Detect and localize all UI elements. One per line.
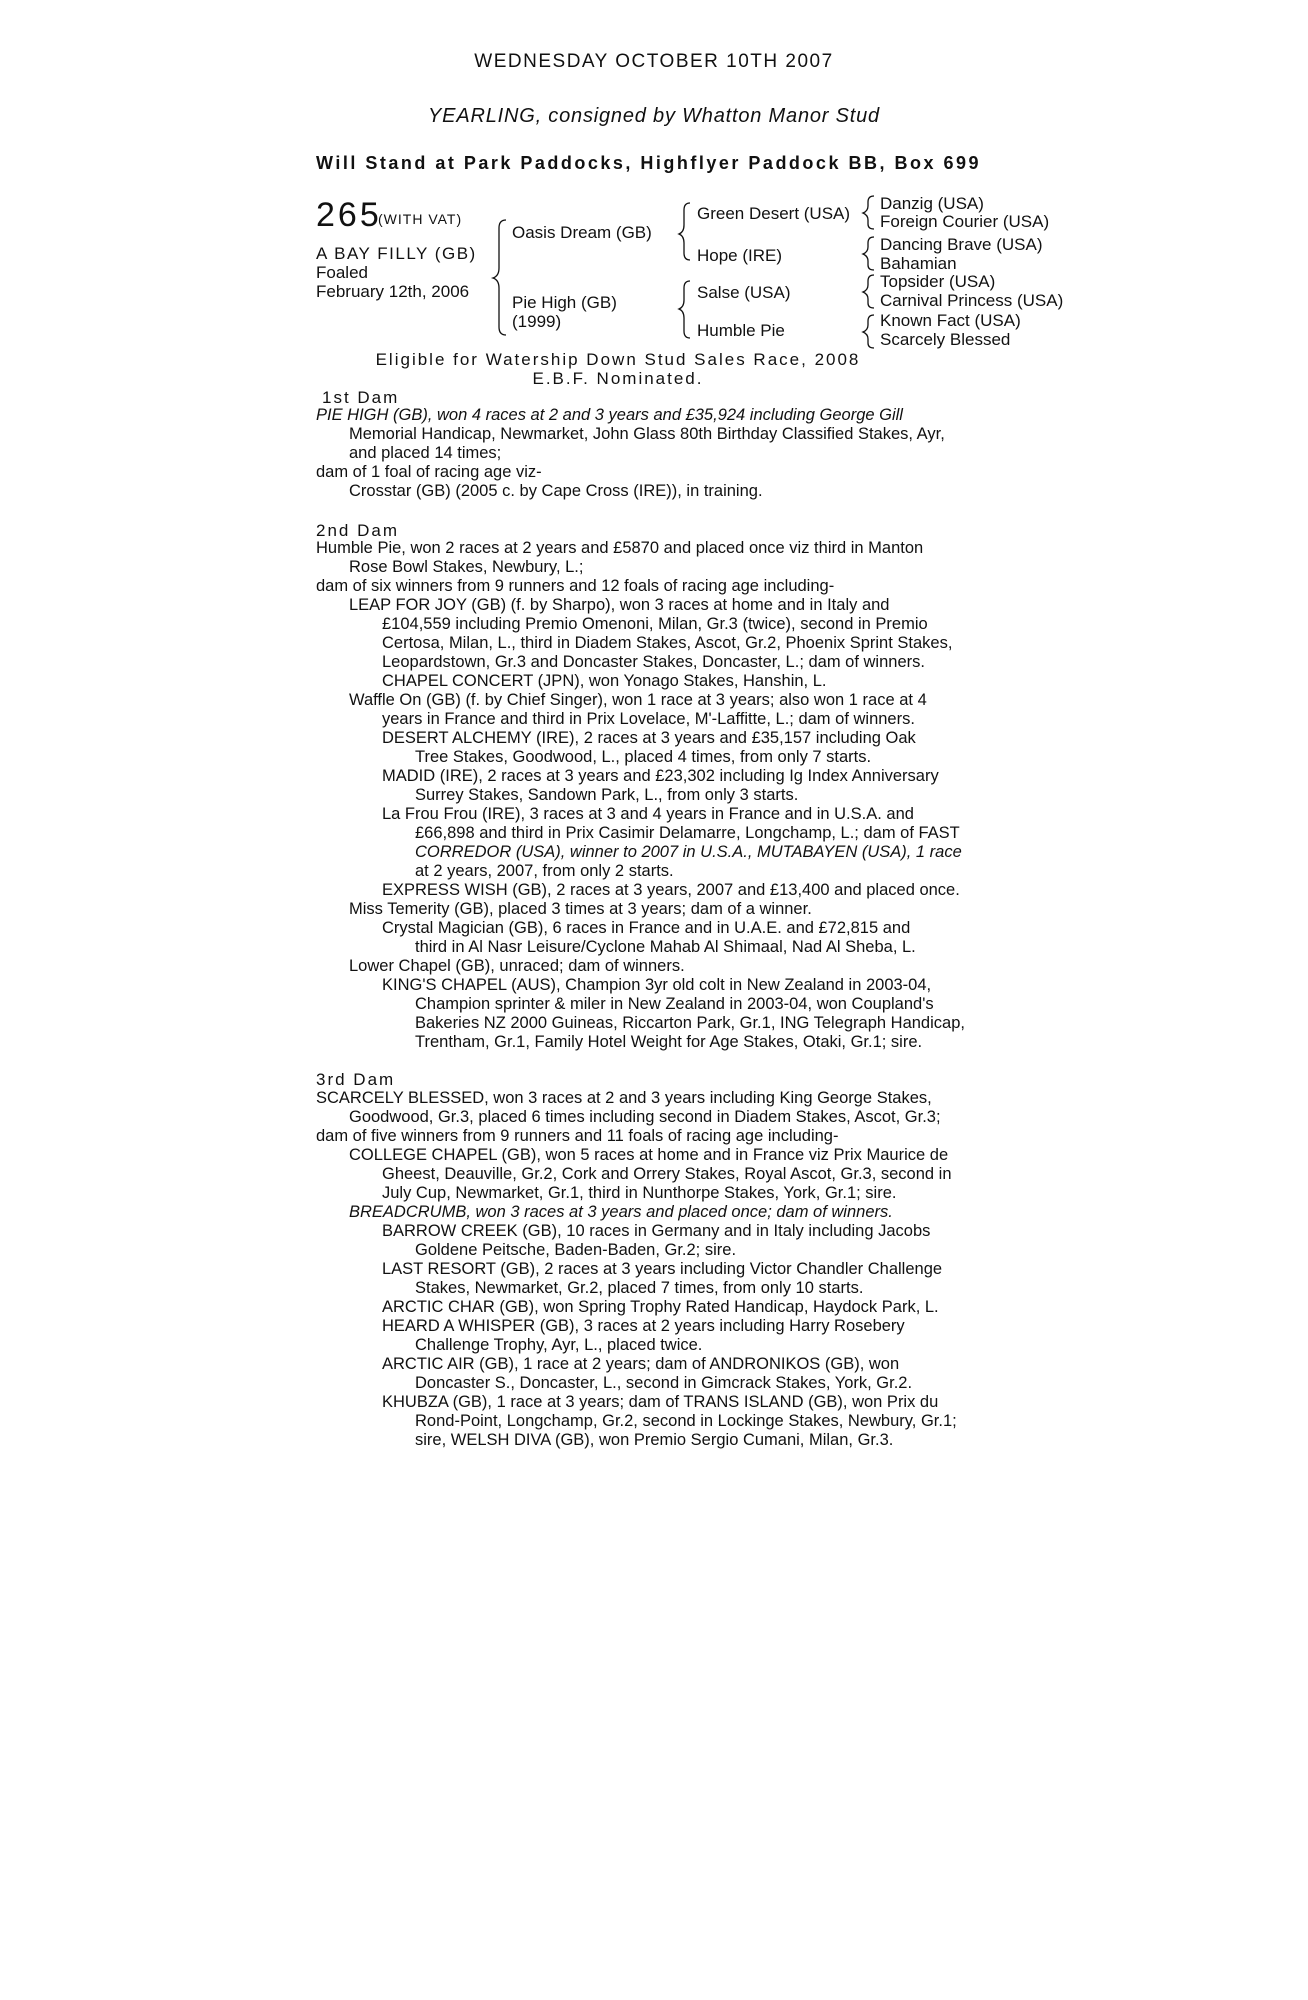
second-dam-section <box>316 539 1016 1052</box>
ebf-nominated: E.B.F. Nominated. <box>532 369 704 388</box>
third-dam-line: Challenge Trophy, Ayr, L., placed twice. <box>415 1336 703 1354</box>
third-dam-line: KHUBZA (GB), 1 race at 3 years; dam of TRANS ISLAND (GB), won Prix du <box>382 1393 939 1411</box>
pedigree-braces <box>0 0 1308 360</box>
third-dam-line: SCARCELY BLESSED, won 3 races at 2 and 3 years including King George Stakes, <box>316 1089 932 1107</box>
dam-year: (1999) <box>512 312 562 331</box>
third-dam-line: Goldene Peitsche, Baden-Baden, Gr.2; sire. <box>415 1241 737 1259</box>
ancestor-1: Danzig (USA) <box>880 194 984 213</box>
ancestor-8: Scarcely Blessed <box>880 330 1011 349</box>
second-dam-line: CORREDOR (USA), winner to 2007 in U.S.A., MUTABAYEN (USA), 1 race <box>415 843 962 861</box>
second-dam-line: Crystal Magician (GB), 6 races in France and in U.A.E. and £72,815 and <box>382 919 911 937</box>
second-dam-line: Tree Stakes, Goodwood, L., placed 4 times, from only 7 starts. <box>415 748 872 766</box>
third-dam-line: ARCTIC CHAR (GB), won Spring Trophy Rated Handicap, Haydock Park, L. <box>382 1298 939 1316</box>
sire-dam-name: Hope (IRE) <box>697 246 783 265</box>
lot-description: A BAY FILLY (GB) <box>316 244 477 263</box>
third-dam-heading: 3rd Dam <box>316 1070 396 1089</box>
second-dam-line: Miss Temerity (GB), placed 3 times at 3 years; dam of a winner. <box>349 900 812 918</box>
sire-sire-name: Green Desert (USA) <box>697 204 851 223</box>
first-dam-line: Crosstar (GB) (2005 c. by Cape Cross (IRE)), in training. <box>349 482 763 500</box>
second-dam-line: Leopardstown, Gr.3 and Doncaster Stakes, Doncaster, L.; dam of winners. <box>382 653 925 671</box>
third-dam-line: July Cup, Newmarket, Gr.1, third in Nunthorpe Stakes, York, Gr.1; sire. <box>382 1184 897 1202</box>
vat-note: (WITH VAT) <box>378 211 463 227</box>
second-dam-heading: 2nd Dam <box>316 521 399 540</box>
dam-sire-name: Salse (USA) <box>697 283 791 302</box>
second-dam-line: years in France and third in Prix Lovelace, M'-Laffitte, L.; dam of winners. <box>382 710 915 728</box>
first-dam-section <box>316 406 1016 501</box>
ancestor-3: Dancing Brave (USA) <box>880 235 1043 254</box>
ancestor-5: Topsider (USA) <box>880 272 996 291</box>
third-dam-line: Gheest, Deauville, Gr.2, Cork and Orrery Stakes, Royal Ascot, Gr.3, second in <box>382 1165 952 1183</box>
third-dam-line: Stakes, Newmarket, Gr.2, placed 7 times, from only 10 starts. <box>415 1279 864 1297</box>
third-dam-line: dam of five winners from 9 runners and 11 foals of racing age including- <box>316 1127 839 1145</box>
location-line: Will Stand at Park Paddocks, Highflyer Paddock BB, Box 699 <box>316 153 981 173</box>
third-dam-line: ARCTIC AIR (GB), 1 race at 2 years; dam of ANDRONIKOS (GB), won <box>382 1355 900 1373</box>
second-dam-line: £104,559 including Premio Omenoni, Milan, Gr.3 (twice), second in Premio <box>382 615 928 633</box>
second-dam-line: EXPRESS WISH (GB), 2 races at 3 years, 2007 and £13,400 and placed once. <box>382 881 960 899</box>
second-dam-line: third in Al Nasr Leisure/Cyclone Mahab Al Shimaal, Nad Al Sheba, L. <box>415 938 916 956</box>
second-dam-line: DESERT ALCHEMY (IRE), 2 races at 3 years and £35,157 including Oak <box>382 729 916 747</box>
sale-date: WEDNESDAY OCTOBER 10TH 2007 <box>474 51 834 72</box>
foaled-date: February 12th, 2006 <box>316 282 470 301</box>
third-dam-line: BREADCRUMB, won 3 races at 3 years and placed once; dam of winners. <box>349 1203 893 1221</box>
third-dam-line: Rond-Point, Longchamp, Gr.2, second in Lockinge Stakes, Newbury, Gr.1; <box>415 1412 957 1430</box>
second-dam-line: Surrey Stakes, Sandown Park, L., from only 3 starts. <box>415 786 799 804</box>
third-dam-line: LAST RESORT (GB), 2 races at 3 years including Victor Chandler Challenge <box>382 1260 943 1278</box>
lot-number: 265 <box>316 196 382 234</box>
second-dam-line: Trentham, Gr.1, Family Hotel Weight for Age Stakes, Otaki, Gr.1; sire. <box>415 1033 923 1051</box>
second-dam-line: Waffle On (GB) (f. by Chief Singer), won 1 race at 3 years; also won 1 race at 4 <box>349 691 927 709</box>
dam-name: Pie High (GB) <box>512 293 617 312</box>
ancestor-6: Carnival Princess (USA) <box>880 291 1064 310</box>
ancestor-4: Bahamian <box>880 254 957 273</box>
consignment-line: YEARLING, consigned by Whatton Manor Stud <box>428 105 880 127</box>
ancestor-2: Foreign Courier (USA) <box>880 212 1050 231</box>
second-dam-line: £66,898 and third in Prix Casimir Delamarre, Longchamp, L.; dam of FAST <box>415 824 960 842</box>
eligibility-line: Eligible for Watership Down Stud Sales Race, 2008 <box>375 350 861 369</box>
second-dam-line: CHAPEL CONCERT (JPN), won Yonago Stakes, Hanshin, L. <box>382 672 827 690</box>
second-dam-line: Lower Chapel (GB), unraced; dam of winners. <box>349 957 685 975</box>
second-dam-line: Champion sprinter & miler in New Zealand in 2003-04, won Coupland's <box>415 995 934 1013</box>
third-dam-line: COLLEGE CHAPEL (GB), won 5 races at home and in France viz Prix Maurice de <box>349 1146 949 1164</box>
second-dam-line: Bakeries NZ 2000 Guineas, Riccarton Park, Gr.1, ING Telegraph Handicap, <box>415 1014 965 1032</box>
second-dam-line: at 2 years, 2007, from only 2 starts. <box>415 862 674 880</box>
second-dam-line: dam of six winners from 9 runners and 12 foals of racing age including- <box>316 577 835 595</box>
second-dam-line: Certosa, Milan, L., third in Diadem Stakes, Ascot, Gr.2, Phoenix Sprint Stakes, <box>382 634 953 652</box>
third-dam-line: sire, WELSH DIVA (GB), won Premio Sergio Cumani, Milan, Gr.3. <box>415 1431 894 1449</box>
third-dam-section <box>316 1089 1016 1450</box>
dam-dam-name: Humble Pie <box>697 321 785 340</box>
second-dam-line: LEAP FOR JOY (GB) (f. by Sharpo), won 3 races at home and in Italy and <box>349 596 890 614</box>
ancestor-7: Known Fact (USA) <box>880 311 1021 330</box>
third-dam-line: BARROW CREEK (GB), 10 races in Germany and in Italy including Jacobs <box>382 1222 931 1240</box>
first-dam-line: PIE HIGH (GB), won 4 races at 2 and 3 years and £35,924 including George Gill <box>316 406 903 424</box>
third-dam-line: Goodwood, Gr.3, placed 6 times including second in Diadem Stakes, Ascot, Gr.3; <box>349 1108 941 1126</box>
second-dam-line: MADID (IRE), 2 races at 3 years and £23,302 including Ig Index Anniversary <box>382 767 939 785</box>
sire-name: Oasis Dream (GB) <box>512 223 652 242</box>
first-dam-line: Memorial Handicap, Newmarket, John Glass 80th Birthday Classified Stakes, Ayr, <box>349 425 945 443</box>
second-dam-line: Rose Bowl Stakes, Newbury, L.; <box>349 558 584 576</box>
third-dam-line: HEARD A WHISPER (GB), 3 races at 2 years including Harry Rosebery <box>382 1317 905 1335</box>
second-dam-line: La Frou Frou (IRE), 3 races at 3 and 4 years in France and in U.S.A. and <box>382 805 914 823</box>
foaled-label: Foaled <box>316 263 368 282</box>
first-dam-line: dam of 1 foal of racing age viz- <box>316 463 542 481</box>
first-dam-line: and placed 14 times; <box>349 444 502 462</box>
first-dam-heading: 1st Dam <box>322 388 400 407</box>
third-dam-line: Doncaster S., Doncaster, L., second in Gimcrack Stakes, York, Gr.2. <box>415 1374 913 1392</box>
second-dam-line: KING'S CHAPEL (AUS), Champion 3yr old colt in New Zealand in 2003-04, <box>382 976 932 994</box>
second-dam-line: Humble Pie, won 2 races at 2 years and £5870 and placed once viz third in Manton <box>316 539 924 557</box>
